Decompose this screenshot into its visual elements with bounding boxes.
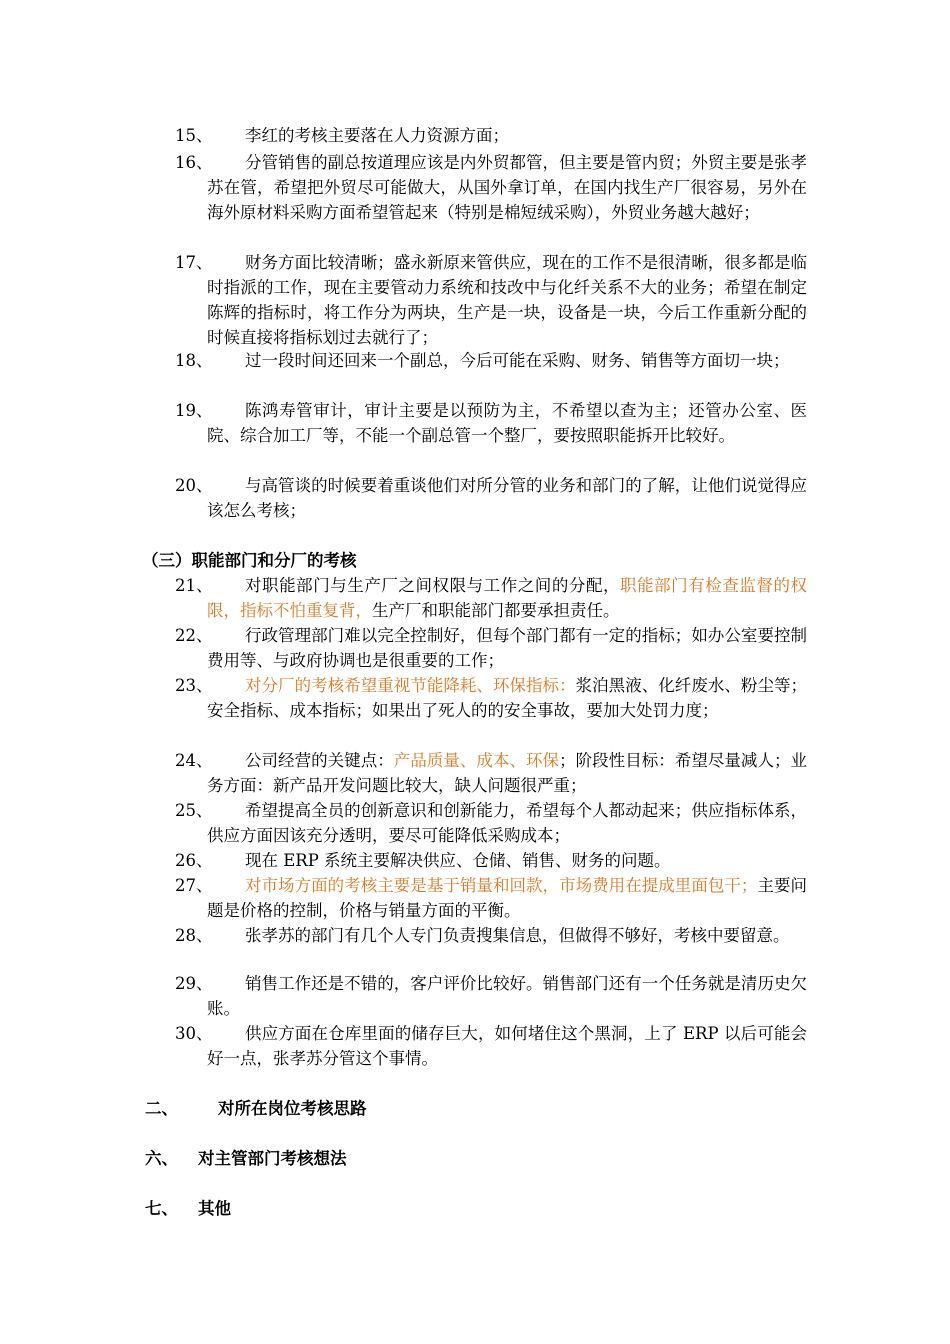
- item-number: 15、: [175, 126, 213, 145]
- item-number: 22、: [175, 626, 213, 645]
- list-item-16: [175, 150, 807, 225]
- item-number: 24、: [175, 751, 213, 770]
- list-item-15: [175, 123, 807, 148]
- item-number: 28、: [175, 926, 213, 945]
- item-text: 张孝苏的部门有几个人专门负责搜集信息，但做得不够好，考核中要留意。: [245, 926, 790, 945]
- list-item-19: [175, 398, 807, 448]
- item-number: 27、: [175, 876, 213, 895]
- highlight-text: 职能部门有检查监督的权限，指标不怕重复背，: [207, 576, 807, 620]
- item-text: 希望提高全员的创新意识和创新能力，希望每个人都动起来；供应指标体系，供应方面因该充分透明，要尽可能降低采购成本；: [207, 801, 807, 845]
- item-text: 与高管谈的时候要着重谈他们对所分管的业务和部门的了解，让他们说觉得应该怎么考核；: [207, 476, 807, 520]
- list-item-21: [175, 573, 807, 623]
- item-number: 19、: [175, 401, 213, 420]
- list-item-26: [175, 848, 807, 873]
- item-text: 公司经营的关键点：产品质量、成本、环保；阶段性目标：希望尽量减人；业务方面：新产品开发问题比较大，缺人问题很严重；: [207, 751, 808, 795]
- list-item-22: [175, 623, 807, 673]
- section-heading-3: （三）职能部门和分厂的考核: [142, 551, 357, 570]
- list-item-28: [175, 923, 807, 948]
- item-text: 李红的考核主要落在人力资源方面；: [245, 126, 509, 145]
- list-item-30: [175, 1021, 807, 1071]
- list-item-24: [175, 748, 807, 798]
- item-number: 30、: [175, 1024, 213, 1043]
- item-number: 21、: [175, 576, 213, 595]
- section-heading-2: [145, 1096, 367, 1121]
- list-item-25: [175, 798, 807, 848]
- section-heading-6: [145, 1146, 347, 1171]
- heading-text: 对主管部门考核想法: [198, 1149, 347, 1168]
- heading-number: 二、: [145, 1099, 178, 1118]
- section-heading-7: [145, 1196, 231, 1221]
- item-text: 过一段时间还回来一个副总，今后可能在采购、财务、销售等方面切一块；: [245, 351, 790, 370]
- item-number: 23、: [175, 676, 213, 695]
- item-text: 行政管理部门难以完全控制好，但每个部门都有一定的指标；如办公室要控制费用等、与政府协调也是很重要的工作；: [207, 626, 807, 670]
- item-number: 29、: [175, 974, 213, 993]
- highlight-text: 产品质量、成本、环保: [393, 751, 560, 770]
- item-number: 26、: [175, 851, 213, 870]
- heading-text: 对所在岗位考核思路: [218, 1099, 367, 1118]
- list-item-18: [175, 348, 807, 373]
- highlight-text: 对市场方面的考核主要是基于销量和回款，市场费用在提成里面包干；: [245, 876, 758, 895]
- heading-number: 七、: [145, 1199, 178, 1218]
- item-text: 销售工作还是不错的，客户评价比较好。销售部门还有一个任务就是清历史欠账。: [207, 974, 807, 1018]
- item-number: 25、: [175, 801, 213, 820]
- item-text: 对分厂的考核希望重视节能降耗、环保指标：浆泊黑液、化纤废水、粉尘等；安全指标、成本指标；如果出了死人的的安全事故，要加大处罚力度；: [207, 676, 808, 720]
- highlight-text: 对分厂的考核希望重视节能降耗、环保指标：: [245, 676, 576, 695]
- item-number: 18、: [175, 351, 213, 370]
- heading-number: 六、: [145, 1149, 178, 1168]
- item-number: 20、: [175, 476, 213, 495]
- item-number: 16、: [175, 153, 213, 172]
- item-text: 供应方面在仓库里面的储存巨大，如何堵住这个黑洞，上了 ERP 以后可能会好一点，张孝苏分管这个事情。: [207, 1024, 807, 1068]
- list-item-23: [175, 673, 807, 723]
- item-text: 陈鸿寿管审计，审计主要是以预防为主，不希望以查为主；还管办公室、医院、综合加工厂等，不能一个副总管一个整厂，要按照职能拆开比较好。: [207, 401, 807, 445]
- item-text: 现在 ERP 系统主要解决供应、仓储、销售、财务的问题。: [245, 851, 671, 870]
- item-text: 对市场方面的考核主要是基于销量和回款，市场费用在提成里面包干；主要问题是价格的控制，价格与销量方面的平衡。: [207, 876, 808, 920]
- item-text: 分管销售的副总按道理应该是内外贸都管，但主要是管内贸；外贸主要是张孝苏在管，希望把外贸尽可能做大，从国外拿订单，在国内找生产厂很容易，另外在海外原材料采购方面希望管起来（特别是棉短绒采购），外贸业务越大越好；: [207, 153, 807, 222]
- list-item-20: [175, 473, 807, 523]
- item-text: 财务方面比较清晰；盛永新原来管供应，现在的工作不是很清晰，很多都是临时指派的工作，现在主要管动力系统和技改中与化纤关系不大的业务；希望在制定陈辉的指标时，将工作分为两块，生产是一块，设备是一块，今后工作重新分配的时候直接将指标划过去就行了；: [207, 253, 807, 347]
- list-item-27: [175, 873, 807, 923]
- item-text: 对职能部门与生产厂之间权限与工作之间的分配，职能部门有检查监督的权限，指标不怕重复背，生产厂和职能部门都要承担责任。: [207, 576, 807, 620]
- heading-text: 其他: [198, 1199, 231, 1218]
- list-item-29: [175, 971, 807, 1021]
- item-number: 17、: [175, 253, 213, 272]
- list-item-17: [175, 250, 807, 350]
